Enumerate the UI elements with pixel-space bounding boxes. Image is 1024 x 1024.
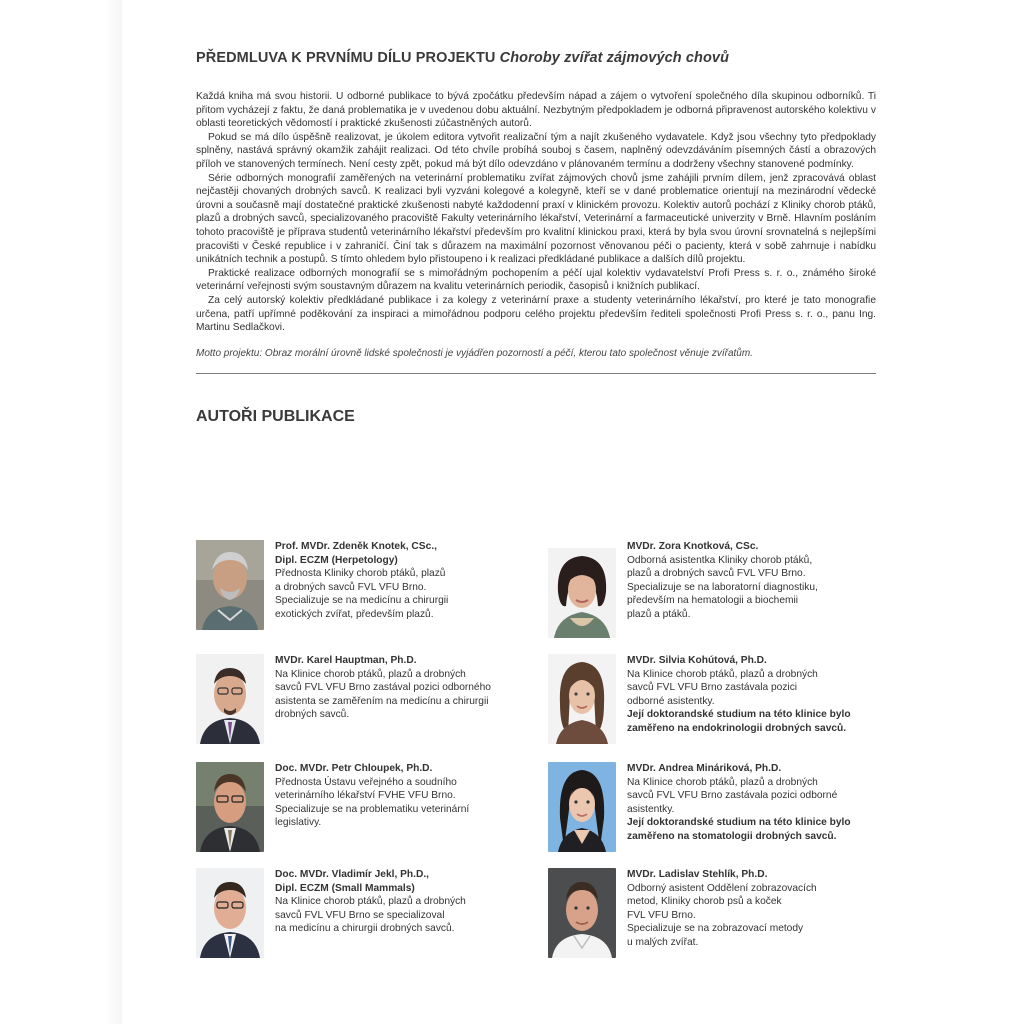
author-name: Prof. MVDr. Zdeněk Knotek, CSc., [275, 541, 437, 552]
preface-title [196, 48, 876, 68]
preface-paragraph-4: Praktické realizace odborných monografií se s mimořádným pochopením a péčí ujal kolektiv vydavatelství Profi Press s. r. o., známého široké veterinární veřejnosti svým soustavným důrazem na kvalitu veterinárních periodik, časopisů i knižních publikací. [196, 267, 876, 293]
author-photo-hauptman [196, 654, 264, 744]
author-line: savců FVL VFU Brno zastával pozici odborného [275, 682, 491, 694]
author-line: Na Klinice chorob ptáků, plazů a drobných [275, 896, 466, 908]
author-line: odborné asistentky. [627, 695, 715, 707]
author-info-knotek [275, 540, 545, 622]
author-photo-knotkova [548, 548, 616, 638]
author-info-chloupek [275, 762, 545, 830]
author-name: Doc. MVDr. Petr Chloupek, Ph.D. [275, 763, 433, 774]
author-name-title: Dipl. ECZM (Herpetology) [275, 554, 398, 566]
author-line-bold: zaměřeno na stomatologii drobných savců. [627, 830, 837, 842]
author-line: Přednosta Ústavu veřejného a soudního [275, 776, 457, 788]
portrait-icon [548, 762, 616, 852]
author-info-kohutova [627, 654, 897, 736]
author-line: na medicínu a chirurgii drobných savců. [275, 923, 455, 935]
author-line: a drobných savců FVL VFU Brno. [275, 581, 427, 593]
author-line: Odborná asistentka Kliniky chorob ptáků, [627, 554, 813, 566]
author-line: veterinárního lékařství FVHE VFU Brno. [275, 790, 456, 802]
preface-paragraph-2: Pokud se má dílo úspěšně realizovat, je úkolem editora vytvořit realizační tým a najít zkušeného vydavatele. Když jsou všechny tyto předpoklady splněny, nastává správný okamžik zahájit realizaci. Od této chvíle probíhá souboj s časem, naplněný odevzdáváním písemných částí a obrazových příloh ve stanovených termínech. Není cesty zpět, pokud má být dílo odevzdáno v plánovaném termínu a dodrženy všechny stanovené podmínky. [196, 131, 876, 170]
author-line: Specializuje se na problematiku veterinární [275, 803, 470, 815]
preface-title-main: PŘEDMLUVA K PRVNÍMU DÍLU PROJEKTU [196, 50, 496, 66]
author-photo-stehlik [548, 868, 616, 958]
author-photo-chloupek [196, 762, 264, 852]
author-line: především na hematologii a biochemii [627, 595, 799, 607]
author-name: MVDr. Silvia Kohútová, Ph.D. [627, 655, 767, 666]
author-line-bold: zaměřeno na endokrinologii drobných savců. [627, 722, 847, 734]
authors-grid [196, 540, 896, 970]
portrait-icon [548, 548, 616, 638]
author-line: Přednosta Kliniky chorob ptáků, plazů [275, 568, 446, 580]
author-line: savců FVL VFU Brno se specializoval [275, 909, 445, 921]
authors-title: AUTOŘI PUBLIKACE [196, 407, 355, 425]
author-name: MVDr. Ladislav Stehlík, Ph.D. [627, 869, 768, 880]
author-line: asistenta se zaměřením na medicínu a chirurgii [275, 695, 489, 707]
preface-paragraph-3: Série odborných monografií zaměřených na veterinární problematiku zvířat zájmových chovů jsme zahájili prvním dílem, jenž zpracovává oblast nejčastěji chovaných drobných savců. K realizaci byli vyzváni kolegové a kolegyně, kteří se v dané problematice orientují na mezinárodní vědecké úrovni a současně mají dostatečné praktické zkušenosti nabyté každodenní praxí v klinickém provozu. Kolektiv autorů pochází z Kliniky chorob ptáků, plazů a drobných savců, specializovaného pracoviště Fakulty veterinárního lékařství, Veterinární a farmaceutické univerzity v Brně. Hlavním posláním tohoto pracoviště je příprava studentů veterinárního lékařství především pro kvalitní klinickou praxi, která by byla svou úrovní srovnatelná s nejlepšími pracovišti v České republice i v zahraničí. Činí tak s důrazem na maximální pozornost věnovanou péči o pacienty, která v sobě zahrnuje i nabídku unikátních technik a postupů. S tímto ohledem bylo přistoupeno i k realizaci předkládané publikace a dalších dílů projektu. [196, 172, 876, 266]
author-line: drobných savců. [275, 709, 350, 721]
author-info-knotkova [627, 540, 897, 622]
author-line: FVL VFU Brno. [627, 909, 696, 921]
author-line: legislativy. [275, 817, 322, 829]
author-line: Specializuje se na medicínu a chirurgii [275, 595, 449, 607]
preface-paragraph-1: Každá kniha má svou historii. U odborné publikace to bývá zpočátku především nápad a zájem o vytvoření společného díla skupinou odborníků. Ti přitom vycházejí z faktu, že daná problematika je v uvedenou dobu aktuální. Nezbytným předpokladem je odborná připravenost autorského kolektivu v oblasti teoretických vědomostí i praktické zkušenosti zúčastněných autorů. [196, 91, 876, 130]
author-line-bold: Její doktorandské studium na této klinice bylo [627, 817, 851, 829]
section-divider [196, 373, 876, 374]
portrait-icon [196, 762, 264, 852]
author-line: plazů a ptáků. [627, 608, 691, 620]
author-line: Odborný asistent Oddělení zobrazovacích [627, 882, 817, 894]
portrait-icon [548, 654, 616, 744]
preface-section [196, 48, 876, 427]
author-name: MVDr. Karel Hauptman, Ph.D. [275, 655, 417, 666]
preface-title-series: Choroby zvířat zájmových chovů [499, 50, 730, 66]
author-line: exotických zvířat, především plazů. [275, 608, 434, 620]
preface-paragraph-5: Za celý autorský kolektiv předkládané publikace i za kolegy z veterinární praxe a studenty veterinárního lékařství, pro které je tato monografie určena, patří upřímné poděkování za inspiraci a mimořádnou podporu celého projektu především řediteli společnosti Profi Press s. r. o., panu Ing. Martinu Sedlačkovi. [196, 294, 876, 334]
author-line: Specializuje se na laboratorní diagnostiku, [627, 581, 818, 593]
author-info-jekl [275, 868, 545, 936]
author-line: u malých zvířat. [627, 936, 699, 948]
author-info-stehlik [627, 868, 897, 950]
author-name: MVDr. Zora Knotková, CSc. [627, 541, 759, 552]
author-line: savců FVL VFU Brno zastávala pozici [627, 682, 798, 694]
author-photo-minarikova [548, 762, 616, 852]
portrait-icon [196, 654, 264, 744]
portrait-icon [196, 540, 264, 630]
author-line: Na Klinice chorob ptáků, plazů a drobných [627, 668, 818, 680]
author-name-title: Dipl. ECZM (Small Mammals) [275, 882, 415, 894]
author-line: Na Klinice chorob ptáků, plazů a drobných [627, 776, 818, 788]
page-margin [0, 0, 122, 1024]
portrait-icon [548, 868, 616, 958]
author-info-hauptman [275, 654, 545, 722]
author-name: MVDr. Andrea Mináriková, Ph.D. [627, 763, 782, 774]
author-line: plazů a drobných savců FVL VFU Brno. [627, 568, 806, 580]
project-motto: Motto projektu: Obraz morální úrovně lidské společnosti je vyjádřen pozorností a péčí, kterou tato společnost věnuje zvířatům. [196, 347, 753, 359]
author-photo-kohutova [548, 654, 616, 744]
author-photo-knotek [196, 540, 264, 630]
author-line: Na Klinice chorob ptáků, plazů a drobných [275, 668, 466, 680]
author-line-bold: Její doktorandské studium na této klinice bylo [627, 709, 851, 721]
author-name: Doc. MVDr. Vladimír Jekl, Ph.D., [275, 869, 429, 880]
author-line: savců FVL VFU Brno zastávala pozici odborné [627, 790, 838, 802]
author-photo-jekl [196, 868, 264, 958]
author-info-minarikova [627, 762, 897, 844]
portrait-icon [196, 868, 264, 958]
author-line: metod, Kliniky chorob psů a koček [627, 896, 782, 908]
author-line: Specializuje se na zobrazovací metody [627, 923, 804, 935]
preface-body [196, 90, 876, 335]
author-line: asistentky. [627, 803, 675, 815]
